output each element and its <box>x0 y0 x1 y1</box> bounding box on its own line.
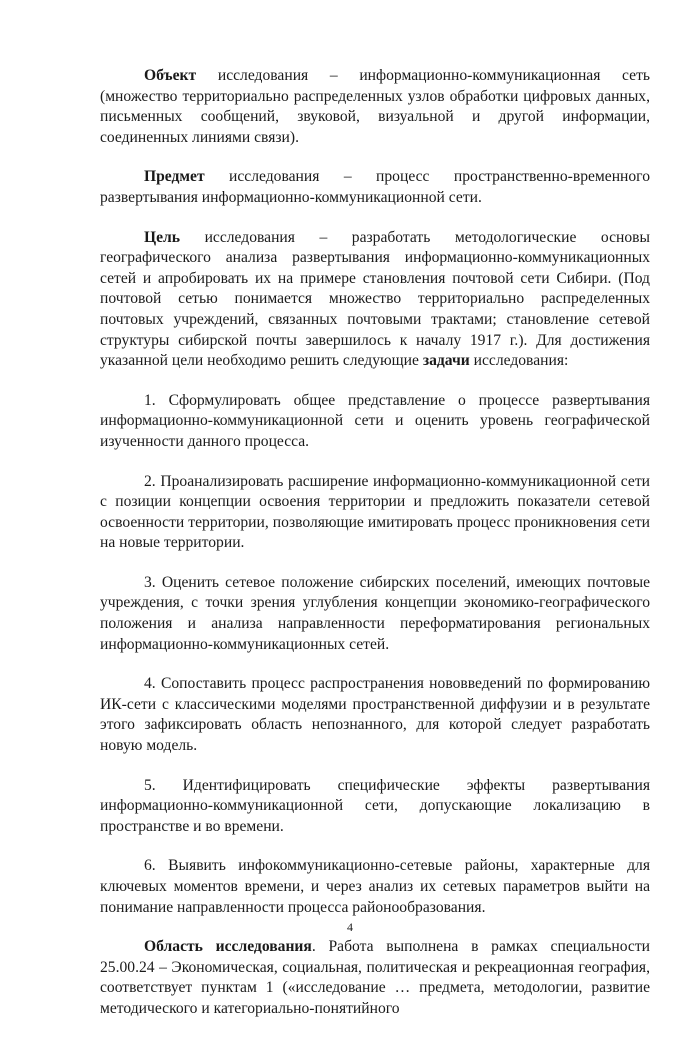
paragraph-area <box>100 937 650 1019</box>
task-item: 5. Идентифицировать специфические эффекты развертывания информационно-коммуникационной сети, допускающие локализацию в пространстве и во времени. <box>100 776 650 835</box>
paragraph-goal <box>100 228 650 372</box>
paragraph-object <box>100 66 650 148</box>
term-goal: Цель <box>144 228 181 246</box>
paragraph-goal-text: исследования – разработать методологические основы географического анализа развертывания информационно-коммуникационных сетей и апробировать их на примере становления почтовой сети Сибири. (Под почтовой сетью понимается множество территориально распределенных почтовых учреждений, связанных почтовыми трактами; становление сетевой структуры сибирской почты завершилось к началу 1917 г.). Для достижения указанной цели необходимо решить следующие <box>100 228 650 370</box>
paragraph-subject <box>100 167 650 208</box>
task-item: 3. Оценить сетевое положение сибирских поселений, имеющих почтовые учреждения, с точки зрения углубления концепции экономико-географического положения и анализа направленности переформатирования региональных информационно-коммуникационных сетей. <box>100 573 650 653</box>
task-item: 2. Проанализировать расширение информационно-коммуникационной сети с позиции концепции освоения территории и предложить показатели сетевой освоенности территории, позволяющие имитировать процесс проникновения сети на новые территории. <box>100 472 650 552</box>
document-page <box>100 66 650 1039</box>
term-subject: Предмет <box>144 168 205 186</box>
term-area: Область исследования <box>144 938 312 956</box>
page-number: 4 <box>347 920 353 934</box>
task-item: 6. Выявить инфокоммуникационно-сетевые районы, характерные для ключевых моментов времени, и через анализ их сетевых параметров выйти на понимание направленности процесса районообразования. <box>100 857 650 916</box>
task-item: 1. Сформулировать общее представление о процессе развертывания информационно-коммуникационной сети и оценить уровень географической изученности данного процесса. <box>100 391 650 450</box>
term-tasks: задачи <box>422 352 470 370</box>
paragraph-goal-tail: исследования: <box>469 352 569 370</box>
paragraph-area-text: . Работа выполнена в рамках специальности 25.00.24 – Экономическая, социальная, политическая и рекреационная география, соответствует пунктам 1 («исследование … предмета, методологии, развитие методического и категориально-понятийного <box>100 938 650 1017</box>
paragraph-subject-text: исследования – процесс пространственно-временного развертывания информационно-коммуникационной сети. <box>100 168 650 206</box>
term-object: Объект <box>144 67 197 84</box>
paragraph-object-text: исследования – информационно-коммуникационная сеть (множество территориально распределенных узлов обработки цифровых данных, письменных сообщений, звуковой, визуальной и другой информации, соединенных линиями связи). <box>100 67 650 146</box>
task-item: 4. Сопоставить процесс распространения нововведений по формированию ИК-сети с классическими моделями пространственной диффузии и в результате этого зафиксировать область непознанного, для которой следует разработать новую модель. <box>100 675 650 755</box>
